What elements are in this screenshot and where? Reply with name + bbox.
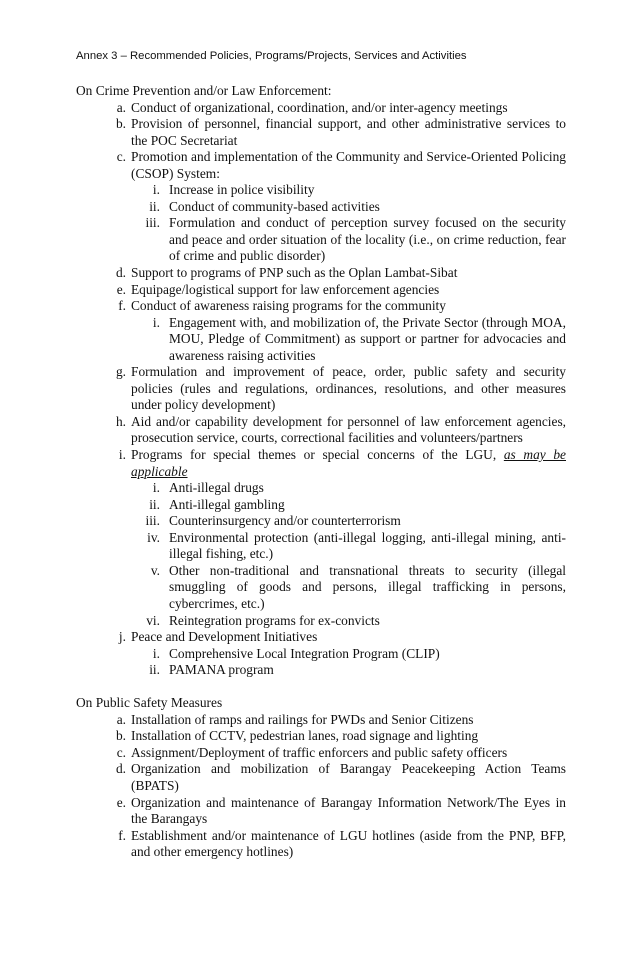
sub-list-item [76, 563, 566, 613]
item-marker: h. [115, 413, 126, 429]
sub-item-text: Reintegration programs for ex-convicts [169, 612, 380, 628]
list-item [76, 116, 566, 149]
sub-item-marker: iii. [145, 215, 160, 231]
list-item [76, 761, 566, 794]
item-text: Equipage/logistical support for law enforcement agencies [131, 281, 440, 297]
item-text: Programs for special themes or special concerns of the LGU, [131, 447, 504, 463]
list-item [76, 100, 566, 117]
sub-item-text: Increase in police visibility [169, 182, 315, 198]
sub-item-marker: i. [152, 480, 160, 496]
list-item [76, 795, 566, 828]
sub-item-marker: i. [152, 645, 160, 661]
sub-item-text: Engagement with, and mobilization of, the Private Sector (through MOA, MOU, Pledge of Commitment) as support or partner for advocacies and awareness raising activities [169, 314, 566, 363]
sub-list-item [76, 182, 566, 199]
item-marker: c. [116, 744, 126, 760]
document-body [76, 83, 566, 861]
sub-item-text: Comprehensive Local Integration Program (CLIP) [169, 645, 440, 661]
sub-item-marker: vi. [146, 612, 160, 628]
sub-item-marker: ii. [149, 198, 160, 214]
list-item [76, 728, 566, 745]
list-item [76, 447, 566, 480]
emphasis-text: as may be applicable [131, 447, 566, 479]
sub-item-text: Conduct of community-based activities [169, 198, 380, 214]
item-text: Assignment/Deployment of traffic enforcers and public safety officers [131, 744, 508, 760]
item-marker: d. [115, 265, 126, 281]
list-item [76, 629, 566, 646]
item-marker: a. [116, 99, 126, 115]
item-text: Establishment and/or maintenance of LGU hotlines (aside from the PNP, BFP, and other emergency hotlines) [131, 827, 566, 860]
item-marker: c. [116, 149, 126, 165]
list-item [76, 282, 566, 299]
section-title: On Crime Prevention and/or Law Enforcement: [76, 83, 332, 98]
sub-item-text: Anti-illegal gambling [169, 496, 285, 512]
sub-item-text: Other non-traditional and transnational threats to security (illegal smuggling of goods and persons, illegal trafficking in persons, cybercrimes, etc.) [169, 562, 566, 611]
item-text: Installation of CCTV, pedestrian lanes, road signage and lighting [131, 728, 479, 744]
item-marker: i. [118, 447, 126, 463]
item-text: Peace and Development Initiatives [131, 629, 318, 645]
item-text: Conduct of organizational, coordination, and/or inter-agency meetings [131, 99, 508, 115]
sub-list-item [76, 662, 566, 679]
item-marker: f. [118, 827, 126, 843]
section-crime-prevention [76, 83, 566, 679]
list-item [76, 745, 566, 762]
sub-item-marker: v. [150, 562, 160, 578]
sub-list-item [76, 646, 566, 663]
sub-item-marker: iii. [145, 513, 160, 529]
item-marker: j. [118, 629, 126, 645]
sub-item-marker: ii. [149, 662, 160, 678]
sub-item-text: Environmental protection (anti-illegal logging, anti-illegal mining, anti-illegal fishing, etc.) [169, 529, 566, 562]
list-item [76, 828, 566, 861]
item-marker: e. [116, 794, 126, 810]
sub-item-marker: i. [152, 182, 160, 198]
section-spacer [76, 679, 566, 696]
item-text: Formulation and improvement of peace, order, public safety and security policies (rules and regulations, ordinances, resolutions, and other measures under policy development) [131, 364, 566, 413]
list-item [76, 265, 566, 282]
item-marker: a. [116, 711, 126, 727]
page-header: Annex 3 – Recommended Policies, Programs/Projects, Services and Activities [76, 50, 467, 62]
item-marker: f. [118, 298, 126, 314]
item-text: Conduct of awareness raising programs for the community [131, 298, 446, 314]
list-item [76, 149, 566, 182]
item-text: Installation of ramps and railings for PWDs and Senior Citizens [131, 711, 474, 727]
list-item [76, 414, 566, 447]
sub-item-marker: ii. [149, 496, 160, 512]
sub-list-item [76, 613, 566, 630]
sub-list-item [76, 315, 566, 365]
sub-item-marker: iv. [147, 529, 160, 545]
item-marker: b. [115, 728, 126, 744]
item-text: Support to programs of PNP such as the Oplan Lambat-Sibat [131, 265, 458, 281]
item-text: Organization and maintenance of Barangay Information Network/The Eyes in the Barangays [131, 794, 566, 827]
item-marker: g. [115, 364, 126, 380]
item-text: Organization and mobilization of Barangay Peacekeeping Action Teams (BPATS) [131, 761, 566, 793]
list-item [76, 298, 566, 315]
sub-list-item [76, 199, 566, 216]
sub-item-text: Formulation and conduct of perception survey focused on the security and peace and order situation of the locality (i.e., on crime reduction, fear of crime and public disorder) [169, 215, 566, 264]
item-marker: e. [116, 281, 126, 297]
sub-list-item [76, 215, 566, 265]
sub-item-text: PAMANA program [169, 662, 274, 678]
sub-item-text: Counterinsurgency and/or counterterrorism [169, 513, 401, 529]
list-item [76, 712, 566, 729]
sub-list-item [76, 530, 566, 563]
sub-list-item [76, 480, 566, 497]
sub-item-text: Anti-illegal drugs [169, 480, 264, 496]
sub-list-item [76, 497, 566, 514]
item-marker: d. [115, 761, 126, 777]
item-text: Provision of personnel, financial support, and other administrative services to the POC Secretariat [131, 116, 566, 148]
item-text: Aid and/or capability development for personnel of law enforcement agencies, prosecution service, courts, correctional facilities and volunteers/partners [131, 413, 566, 446]
item-marker: b. [115, 116, 126, 132]
section-public-safety [76, 695, 566, 860]
sub-list-item [76, 513, 566, 530]
sub-item-marker: i. [152, 314, 160, 330]
section-title: On Public Safety Measures [76, 695, 223, 711]
list-item [76, 364, 566, 414]
item-text: Promotion and implementation of the Community and Service-Oriented Policing (CSOP) System: [131, 149, 566, 181]
